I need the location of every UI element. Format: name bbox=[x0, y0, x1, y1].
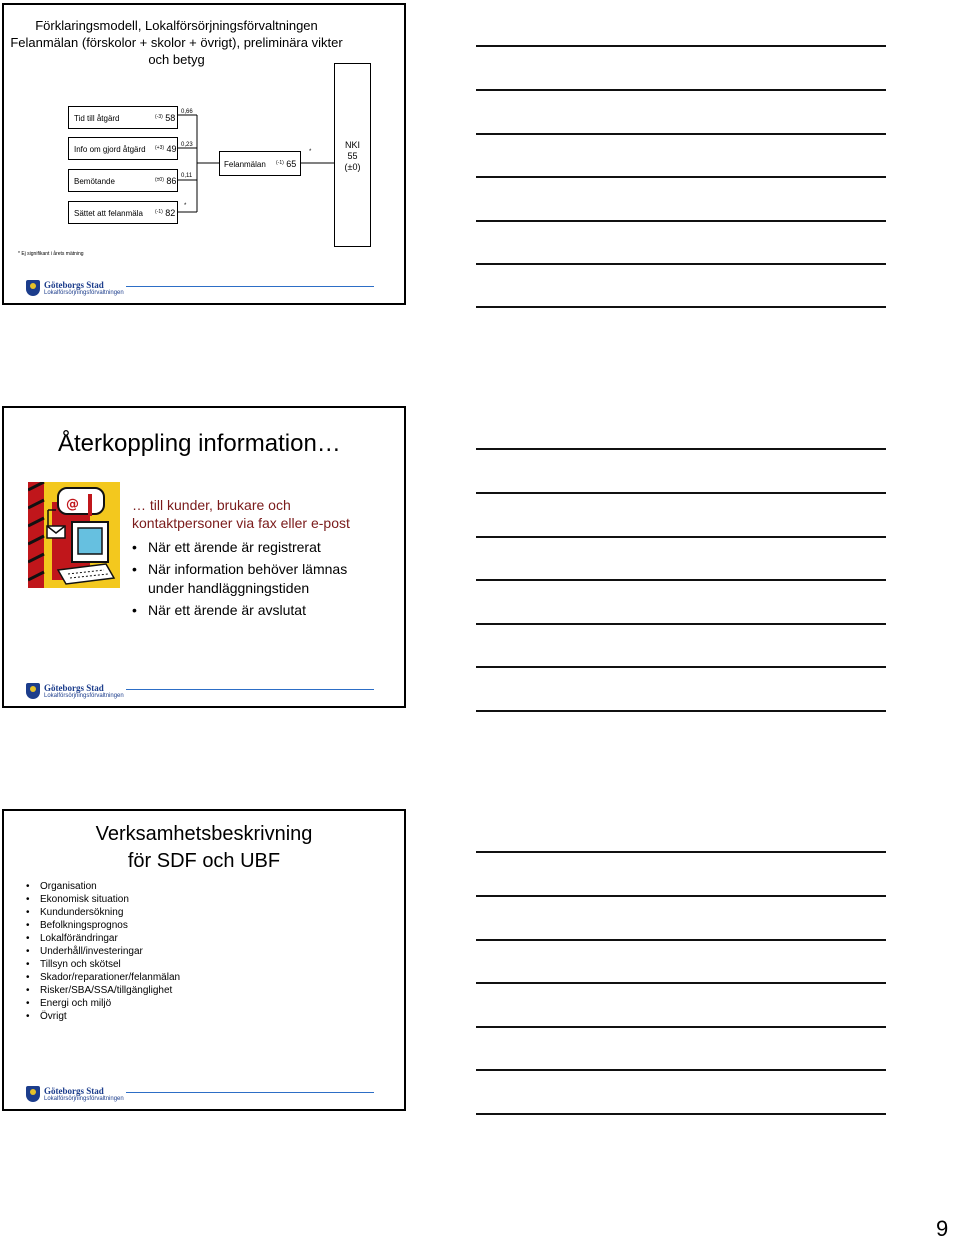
note-line bbox=[476, 1069, 886, 1071]
page-number: 9 bbox=[936, 1216, 949, 1241]
factor-box: Bemötande $^{(\pm 0)}$ 86 bbox=[68, 169, 178, 192]
note-line bbox=[476, 133, 886, 135]
list-item: • Skador/reparationer/felanmälan bbox=[26, 972, 181, 983]
svg-text:@: @ bbox=[66, 497, 79, 512]
mail-computer-clipart-icon bbox=[28, 482, 120, 588]
slide1-title: Förklaringsmodell, Lokalförsörjningsförvaltningen Felanmälan (förskolor + skolor + övrigt), preliminära vikter och betyg bbox=[10, 18, 343, 67]
note-line bbox=[476, 89, 886, 91]
note-line bbox=[476, 982, 886, 984]
factor-box: Info om gjord åtgärd $^{(+3)}$ 49 bbox=[68, 137, 178, 160]
note-line bbox=[476, 536, 886, 538]
note-line bbox=[476, 666, 886, 668]
list-item: • Tillsyn och skötsel bbox=[26, 959, 121, 970]
slide-feedback-information bbox=[2, 406, 406, 708]
note-line bbox=[476, 579, 886, 581]
list-item: • Lokalförändringar bbox=[26, 933, 118, 944]
city-seal-icon bbox=[26, 683, 40, 699]
weight-label: 0,23 bbox=[181, 142, 193, 148]
note-line bbox=[476, 1026, 886, 1028]
list-item: • Energi och miljö bbox=[26, 998, 112, 1009]
footnote: * Ej signifikant i årets mätning bbox=[18, 251, 84, 257]
note-line bbox=[476, 45, 886, 47]
slide3-item-list bbox=[26, 880, 181, 1023]
nki-box: NKI 55 (±0) bbox=[334, 63, 371, 247]
note-line bbox=[476, 623, 886, 625]
note-line bbox=[476, 306, 886, 308]
note-line bbox=[476, 710, 886, 712]
slide2-intro: … till kunder, brukare och kontaktpersoner via fax eller e-post bbox=[132, 497, 350, 531]
note-line bbox=[476, 176, 886, 178]
list-item: • Ekonomisk situation bbox=[26, 894, 129, 905]
list-item: • Organisation bbox=[26, 881, 97, 892]
list-item: • Övrigt bbox=[26, 1011, 67, 1022]
list-item: • När ett ärende är avslutat bbox=[132, 602, 306, 618]
note-line bbox=[476, 939, 886, 941]
note-line bbox=[476, 448, 886, 450]
goteborgs-stad-logo: Göteborgs Stad Lokalförsörjningsförvaltningen bbox=[26, 683, 376, 705]
list-item: • Befolkningsprognos bbox=[26, 920, 128, 931]
goteborgs-stad-logo: Göteborgs Stad Lokalförsörjningsförvaltningen bbox=[26, 1086, 376, 1108]
slide2-title: Återkoppling information… bbox=[58, 430, 341, 457]
list-item: • Risker/SBA/SSA/tillgänglighet bbox=[26, 985, 173, 996]
city-seal-icon bbox=[26, 280, 40, 296]
goteborgs-stad-logo: Göteborgs Stad Lokalförsörjningsförvaltningen bbox=[26, 280, 376, 302]
note-line bbox=[476, 851, 886, 853]
list-item: • När ett ärende är registrerat bbox=[132, 539, 321, 555]
slide3-title: Verksamhetsbeskrivning för SDF och UBF bbox=[95, 823, 313, 872]
city-seal-icon bbox=[26, 1086, 40, 1102]
weight-label: 0,66 bbox=[181, 109, 193, 115]
weight-label: * bbox=[309, 149, 312, 155]
slide-explanation-model bbox=[2, 3, 406, 305]
factor-box: Sättet att felanmäla $^{(-1)}$ 82 bbox=[68, 201, 178, 224]
note-line bbox=[476, 895, 886, 897]
felanmalan-box: Felanmälan $^{(-1)}$ 65 bbox=[219, 151, 301, 176]
note-line bbox=[476, 1113, 886, 1115]
list-item: • Kundundersökning bbox=[26, 907, 124, 918]
note-line bbox=[476, 263, 886, 265]
slide-business-description bbox=[2, 809, 406, 1111]
slide2-bullet-list bbox=[132, 538, 348, 620]
list-item: • Underhåll/investeringar bbox=[26, 946, 143, 957]
factor-box: Tid till åtgärd $^{(-3)}$ 58 bbox=[68, 106, 178, 129]
note-line bbox=[476, 492, 886, 494]
note-line bbox=[476, 220, 886, 222]
weight-label: 0,11 bbox=[181, 173, 193, 179]
weight-label: * bbox=[184, 203, 187, 209]
list-item: • När information behöver lämnas under handläggningstiden bbox=[132, 561, 348, 596]
